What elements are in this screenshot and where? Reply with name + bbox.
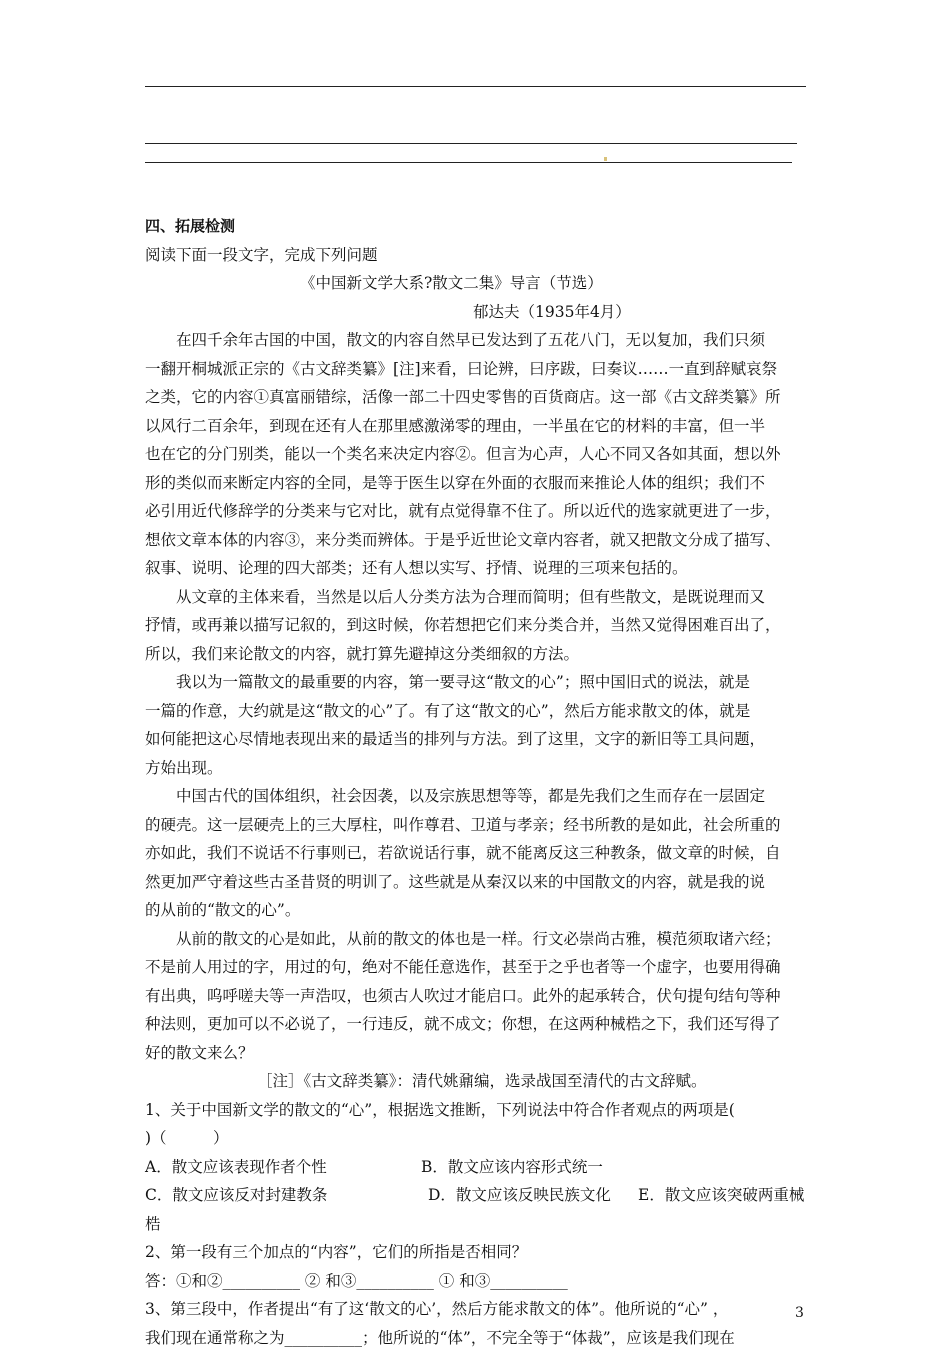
option-b: B．散文应该内容形式统一 [421,1153,603,1182]
paragraph-line: 然更加严守着这些古圣昔贤的明训了。这些就是从秦汉以来的中国散文的内容，就是我的说 [145,868,813,897]
paragraph-line: 的从前的“散文的心”。 [145,896,813,925]
option-e-continued: 梏 [145,1210,813,1239]
option-d: D．散文应该反映民族文化 [428,1181,638,1210]
paragraph-line: 叙事、说明、论理的四大部类；还有人想以实写、抒情、说理的三项来包括的。 [145,554,813,583]
paragraph-line: 中国古代的国体组织，社会因袭，以及宗族思想等等，都是先我们之生而存在一层固定 [145,782,813,811]
paragraph-line: 在四千余年古国的中国，散文的内容自然早已发达到了五花八门，无以复加，我们只须 [145,326,813,355]
passage-title: 《中国新文学大系?散文二集》导言（节选） [145,269,813,298]
paragraph-line: 抒情，或再兼以描写记叙的，到这时候，你若想把它们来分类合并，当然又觉得困难百出了， [145,611,813,640]
footnote: ［注］《古文辞类纂》：清代姚鼐编，选录战国至清代的古文辞赋。 [145,1067,813,1096]
paragraph-line: 所以，我们来论散文的内容，就打算先避掉这分类细叙的方法。 [145,640,813,669]
question-2 [145,1238,813,1295]
paragraph-line: 想依文章本体的内容③，来分类而辨体。于是乎近世论文章内容者，就又把散文分成了描写、 [145,526,813,555]
paragraph-line: 之类，它的内容①真富丽错综，活像一部二十四史零售的百货商店。这一部《古文辞类纂》所 [145,383,813,412]
question-1-options-cde [145,1181,813,1210]
option-c: C．散文应该反对封建教条 [145,1181,428,1210]
paragraph-line: 的硬壳。这一层硬壳上的三大厚柱，叫作尊君、卫道与孝亲；经书所教的是如此，社会所重的 [145,811,813,840]
stray-mark [604,157,607,161]
question-3-line-2[interactable]: 我们现在通常称之为__________；他所说的“体”，不完全等于“体裁”，应该是我们现在 [145,1324,813,1352]
question-2-answer-blanks[interactable]: 答：①和②__________ ② 和③__________ ① 和③__________ [145,1267,813,1296]
instruction: 阅读下面一段文字，完成下列问题 [145,241,813,270]
paragraph-line: 一篇的作意，大约就是这“散文的心”了。有了这“散文的心”，然后方能求散文的体，就是 [145,697,813,726]
paragraph-line: 形的类似而来断定内容的全同，是等于医生以穿在外面的衣服而来推论人体的组织；我们不 [145,469,813,498]
paragraph-line: 种法则，更加可以不必说了，一行违反，就不成文；你想，在这两种械梏之下，我们还写得了 [145,1010,813,1039]
paragraph-line: 方始出现。 [145,754,813,783]
paragraph-line: 有出典，呜呼嗟夫等一声浩叹，也须古人吹过才能启口。此外的起承转合，伏句提句结句等种 [145,982,813,1011]
paragraph-line: 以风行二百余年，到现在还有人在那里感激涕零的理由，一半虽在它的材料的丰富，但一半 [145,412,813,441]
paragraph-line: 如何能把这心尽情地表现出来的最适当的排列与方法。到了这里，文字的新旧等工具问题， [145,725,813,754]
answer-line-1 [145,86,806,87]
question-1-options-ab [145,1153,813,1182]
question-1 [145,1096,813,1239]
answer-line-2 [145,143,797,144]
answer-line-3 [145,162,792,163]
paragraph-1 [145,326,813,583]
paragraph-line: 从文章的主体来看，当然是以后人分类方法为合理而简明；但有些散文，是既说理而又 [145,583,813,612]
paragraph-2 [145,583,813,669]
paragraph-line: 好的散文来么？ [145,1039,813,1068]
paragraph-line: 一翻开桐城派正宗的《古文辞类纂》[注]来看，曰论辨，曰序跋，曰奏议……一直到辞赋哀祭 [145,355,813,384]
paragraph-3 [145,668,813,782]
paragraph-4 [145,782,813,925]
paragraph-line: 亦如此，我们不说话不行事则已，若欲说话行事，就不能离反这三种教条，做文章的时候，自 [145,839,813,868]
paragraph-5 [145,925,813,1068]
document-body [145,212,813,1352]
question-3 [145,1295,813,1352]
page-number: 3 [795,1305,804,1321]
paragraph-line: 从前的散文的心是如此，从前的散文的体也是一样。行文必崇尚古雅，模范须取诸六经； [145,925,813,954]
paragraph-line: 必引用近代修辞学的分类来与它对比，就有点觉得靠不住了。所以近代的选家就更进了一步， [145,497,813,526]
paragraph-line: 我以为一篇散文的最重要的内容，第一要寻这“散文的心”；照中国旧式的说法，就是 [145,668,813,697]
question-2-stem: 2、第一段有三个加点的“内容”，它们的所指是否相同？ [145,1238,813,1267]
passage-author: 郁达夫（1935年4月） [145,298,813,327]
option-e: E．散文应该突破两重械 [638,1181,804,1210]
option-a: A．散文应该表现作者个性 [145,1153,421,1182]
question-3-line-1: 3、第三段中，作者提出“有了这‘散文的心’，然后方能求散文的体”。他所说的“心” ， [145,1295,813,1324]
question-1-paren: )（ ） [145,1124,813,1153]
section-heading: 四、拓展检测 [145,212,813,241]
paragraph-line: 也在它的分门别类，能以一个类名来决定内容②。但言为心声，人心不同又各如其面，想以外 [145,440,813,469]
paragraph-line: 不是前人用过的字，用过的句，绝对不能任意选作，甚至于之乎也者等一个虚字，也要用得确 [145,953,813,982]
question-1-stem: 1、关于中国新文学的散文的“心”，根据选文推断，下列说法中符合作者观点的两项是( [145,1096,813,1125]
